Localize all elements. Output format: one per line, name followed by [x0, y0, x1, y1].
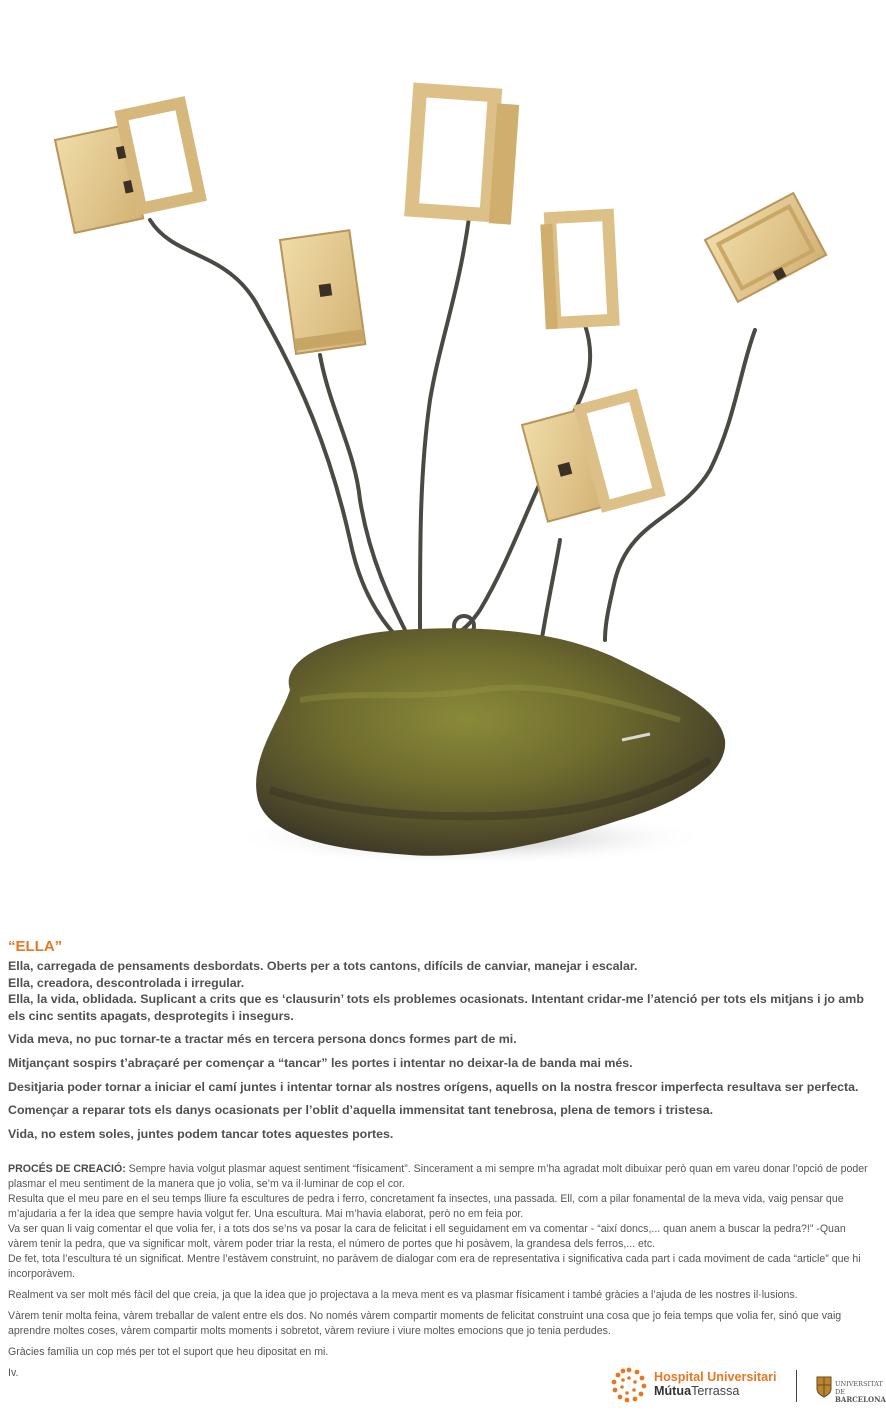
process-paragraph: Va ser quan li vaig comentar el que volia fer, i a tots dos se’ns va posar la cara de felicitat i ell seguidament em va comentar - “així doncs,... quan anem a buscar la pedra?!” -Quan vàrem tenir la pedra, que va significar molt, vàrem poder triar la resta, el número de portes que hi posàvem, la grandesa dels ferros,... etc. [8, 1223, 846, 1250]
wooden-box-3 [411, 90, 520, 225]
hospital-line-1: Hospital Universitari [654, 1370, 777, 1384]
hospital-line-2-rest: Terrassa [691, 1384, 740, 1398]
process-paragraph: De fet, tota l’escultura té un significat. Mentre l’estàvem construint, no paràvem de dialogar com era de representativa i significativa cada part i cada moviment de cada “article” que hi incorporàvem. [8, 1253, 861, 1280]
hospital-line-2 [654, 1384, 776, 1398]
hospital-line-2-bold: Mútua [654, 1384, 692, 1398]
process-heading: PROCÉS DE CREACIÓ: [8, 1163, 126, 1175]
poem-line: Vida meva, no puc tornar-te a tractar més en tercera persona doncs formes part de mi. [8, 1032, 517, 1047]
university-line-2: BARCELONA [835, 1395, 886, 1404]
university-crest-icon [816, 1376, 832, 1398]
poem-title: “ELLA” [8, 938, 63, 955]
poem-line: Ella, carregada de pensaments desbordats. Oberts per a tots cantons, difícils de canviar, manejar i escalar. [8, 959, 638, 973]
poem-line: Ella, la vida, oblidada. Suplicant a crits que es ‘clausurin’ tots els problemes ocasionats. Intentant cridar-me l’atenció per tots els mitjans i jo amb els cinc sentits apagats, desprotegits i insegurs. [8, 992, 864, 1023]
wooden-box-6 [522, 395, 659, 521]
footer-logos [610, 1362, 886, 1407]
hospital-logo-icon [610, 1366, 648, 1404]
logo-divider [796, 1370, 797, 1402]
wooden-box-4 [540, 215, 614, 329]
poem-line: Vida, no estem soles, juntes podem tancar totes aquestes portes. [8, 1126, 394, 1141]
poem-line: Començar a reparar tots els danys ocasionats per l’oblit d’aquella immensitat tant tenebrosa, plena de temors i tristesa. [8, 1103, 714, 1118]
university-name [835, 1380, 886, 1404]
process-paragraph: Gràcies família un cop més per tot el suport que heu dipositat en mi. [8, 1346, 329, 1358]
poem-section [8, 938, 880, 1142]
wooden-box-1 [53, 103, 202, 233]
signature: Iv. [8, 1367, 19, 1379]
poem-line: Desitjaria poder tornar a iniciar el camí juntes i intentar tornar als nostres orígens, aquells on la nostra frescor imperfecta resultava ser perfecta. [8, 1079, 859, 1094]
process-paragraph: Realment va ser molt més fàcil del que creia, ja que la idea que jo projectava a la meva ment es va plasmar físicament i també gràcies a l’ajuda de les nostres il·lusions. [8, 1289, 798, 1301]
poem-line: Mitjançant sospirs t’abraçaré per començar a “tancar” les portes i intentar no deixar-la de banda mai més. [8, 1055, 633, 1070]
process-paragraph: Vàrem tenir molta feina, vàrem treballar de valent entre els dos. No només vàrem compartir moments de felicitat construint una cosa que jo feia temps que volia fer, sinó que vaig aprendre moltes coses, vàrem compartir molts moments i sobretot, vàrem reviure i viure moltes emocions que jo tenia perdudes. [8, 1310, 842, 1337]
process-paragraph: Resulta que el meu pare en el seu temps lliure fa escultures de pedra i ferro, concretament fa insectes, una passada. Ell, com a pilar fonamental de la meva vida, vaig pensar que m’ajudaria a fer la idea que sempre havia volgut fer. Una escultura. Mai m’havia elaborat, però no em feia por. [8, 1193, 844, 1220]
poem-line: Ella, creadora, descontrolada i irregular. [8, 975, 245, 990]
process-intro-text: Sempre havia volgut plasmar aquest sentiment “físicament”. Sincerament a mi sempre m’ha agradat molt dibuixar però quan em vareu donar l’opció de poder plasmar el meu sentiment de la manera que jo volia, se’m va il·luminar de cop el cor. [8, 1163, 868, 1190]
creation-process-section [8, 1162, 876, 1381]
process-intro [8, 1162, 876, 1192]
university-line-1: UNIVERSITAT DE [835, 1380, 883, 1396]
wooden-box-2 [280, 230, 365, 354]
hospital-name [654, 1370, 776, 1398]
wooden-box-5 [705, 193, 826, 302]
